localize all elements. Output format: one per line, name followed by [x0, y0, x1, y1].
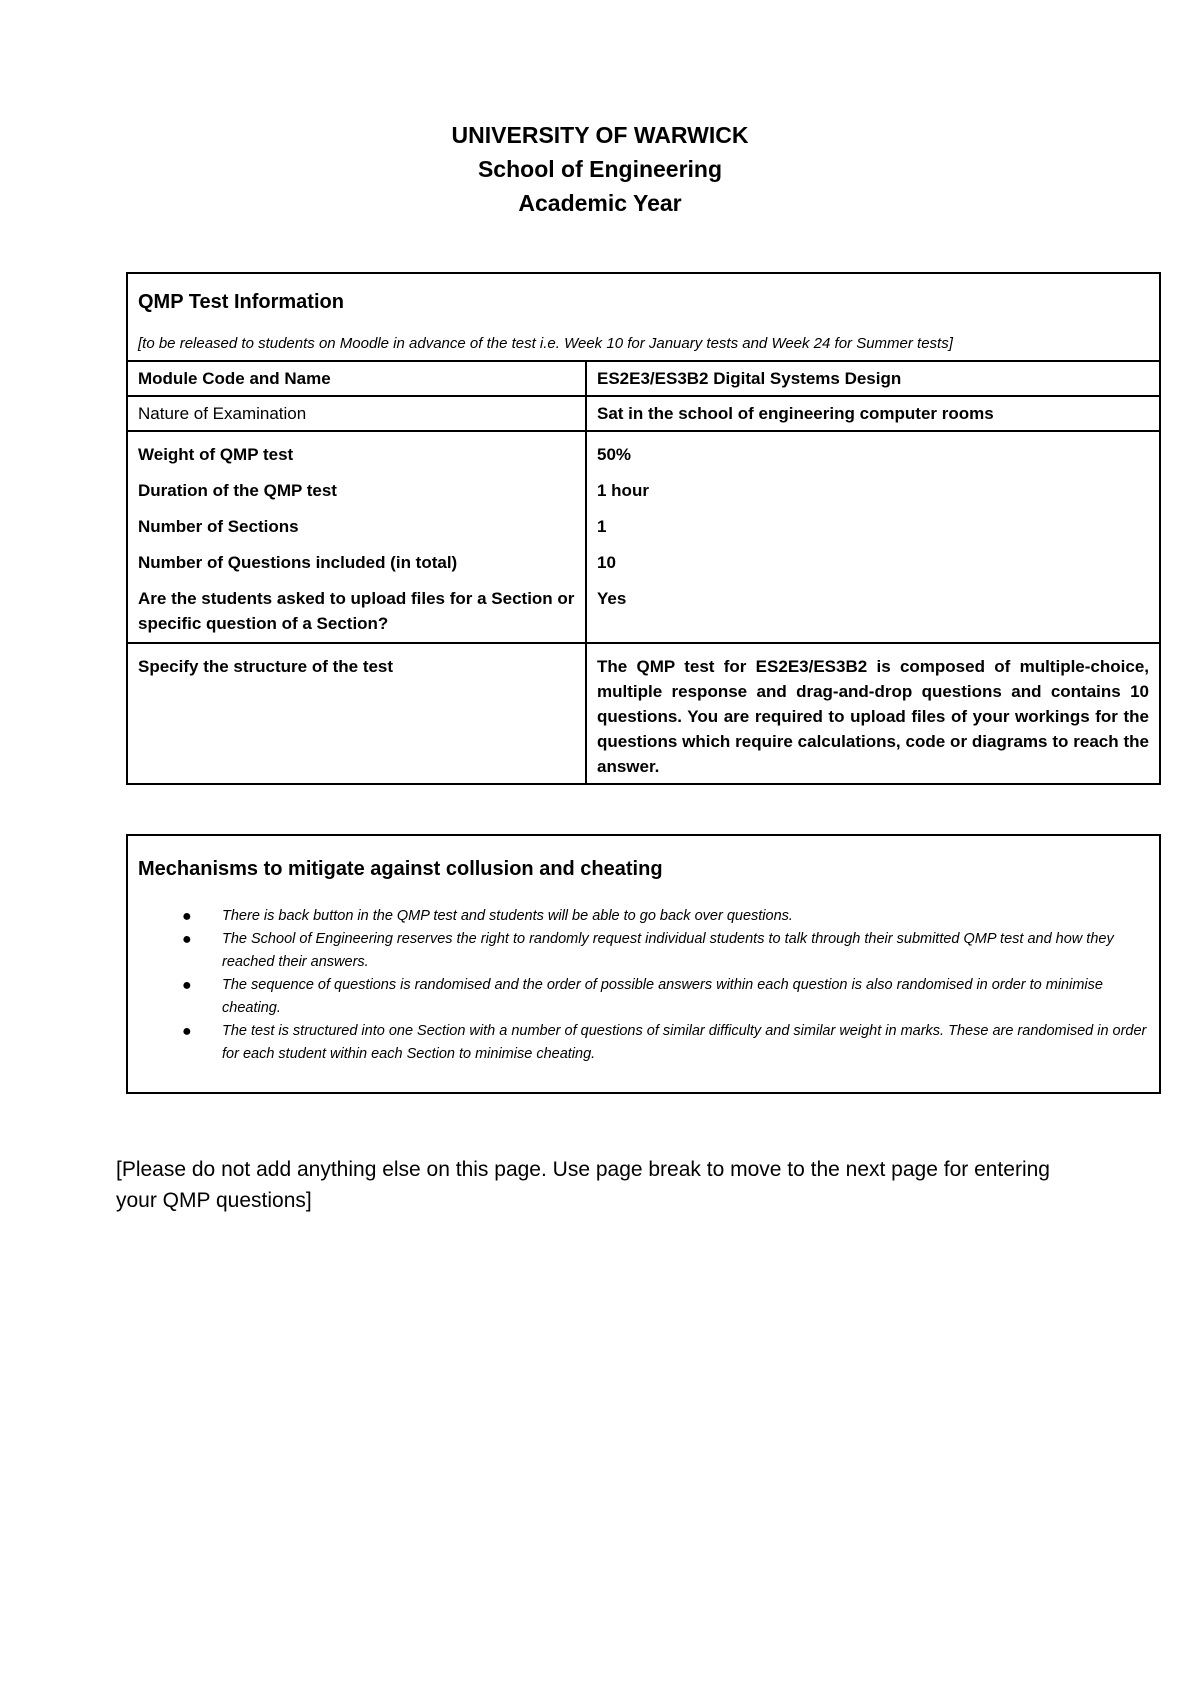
page-header	[0, 118, 1200, 220]
mechanisms-title: Mechanisms to mitigate against collusion and cheating	[138, 858, 663, 880]
qmp-info-table	[126, 272, 1161, 785]
row-value-questions: 10	[597, 553, 616, 572]
row-value-structure: The QMP test for ES2E3/ES3B2 is composed of multiple-choice, multiple response and drag-and-drop questions and contains 10 questions. You are required to upload files of your workings for the questions which require calculations, code or diagrams to reach the answer.	[586, 643, 1160, 784]
row-label-sections: Number of Sections	[138, 517, 299, 536]
row-value-nature: Sat in the school of engineering computer rooms	[586, 396, 1160, 431]
qmp-info-title: QMP Test Information	[138, 291, 344, 313]
table-row	[127, 361, 1160, 396]
row-label-weight: Weight of QMP test	[138, 445, 294, 464]
row-value-upload: Yes	[597, 589, 627, 608]
footer-note: [Please do not add anything else on this page. Use page break to move to the next page for entering your QMP questions]	[116, 1158, 1050, 1212]
list-item	[182, 905, 1149, 928]
qmp-info-note: [to be released to students on Moodle in advance of the test i.e. Week 10 for January tests and Week 24 for Summer tests]	[138, 335, 953, 352]
row-value-duration: 1 hour	[597, 481, 649, 500]
table-row	[127, 431, 1160, 643]
university-name: UNIVERSITY OF WARWICK	[451, 122, 749, 148]
list-item	[182, 928, 1149, 974]
mechanism-text: The test is structured into one Section with a number of questions of similar difficulty and similar weight in marks. These are randomised in order for each student within each Section to minimise cheating.	[222, 1023, 1147, 1062]
academic-year: Academic Year	[518, 190, 682, 216]
bullet-icon: ●	[182, 977, 192, 994]
mechanisms-list	[138, 905, 1149, 1066]
mechanism-text: The sequence of questions is randomised and the order of possible answers within each question is also randomised in order to minimise cheating.	[222, 977, 1103, 1016]
mechanisms-box	[126, 834, 1161, 1094]
table-row	[127, 396, 1160, 431]
row-value-module: ES2E3/ES3B2 Digital Systems Design	[586, 361, 1160, 396]
mechanism-text: The School of Engineering reserves the right to randomly request individual students to talk through their submitted QMP test and how they reached their answers.	[222, 931, 1114, 970]
table-row	[127, 643, 1160, 784]
bullet-icon: ●	[182, 1023, 192, 1040]
row-label-nature: Nature of Examination	[127, 396, 586, 431]
bullet-icon: ●	[182, 931, 192, 948]
row-label-duration: Duration of the QMP test	[138, 481, 337, 500]
bullet-icon: ●	[182, 908, 192, 925]
list-item	[182, 1020, 1149, 1066]
row-label-structure: Specify the structure of the test	[127, 643, 586, 784]
row-label-questions: Number of Questions included (in total)	[138, 553, 458, 572]
table-header-row	[127, 273, 1160, 361]
row-value-sections: 1	[597, 517, 607, 536]
row-value-weight: 50%	[597, 445, 632, 464]
school-name: School of Engineering	[477, 156, 723, 182]
row-label-upload: Are the students asked to upload files for a Section or specific question of a Section?	[138, 589, 575, 633]
list-item	[182, 974, 1149, 1020]
mechanism-text: There is back button in the QMP test and students will be able to go back over questions.	[222, 908, 793, 924]
row-label-module: Module Code and Name	[127, 361, 586, 396]
